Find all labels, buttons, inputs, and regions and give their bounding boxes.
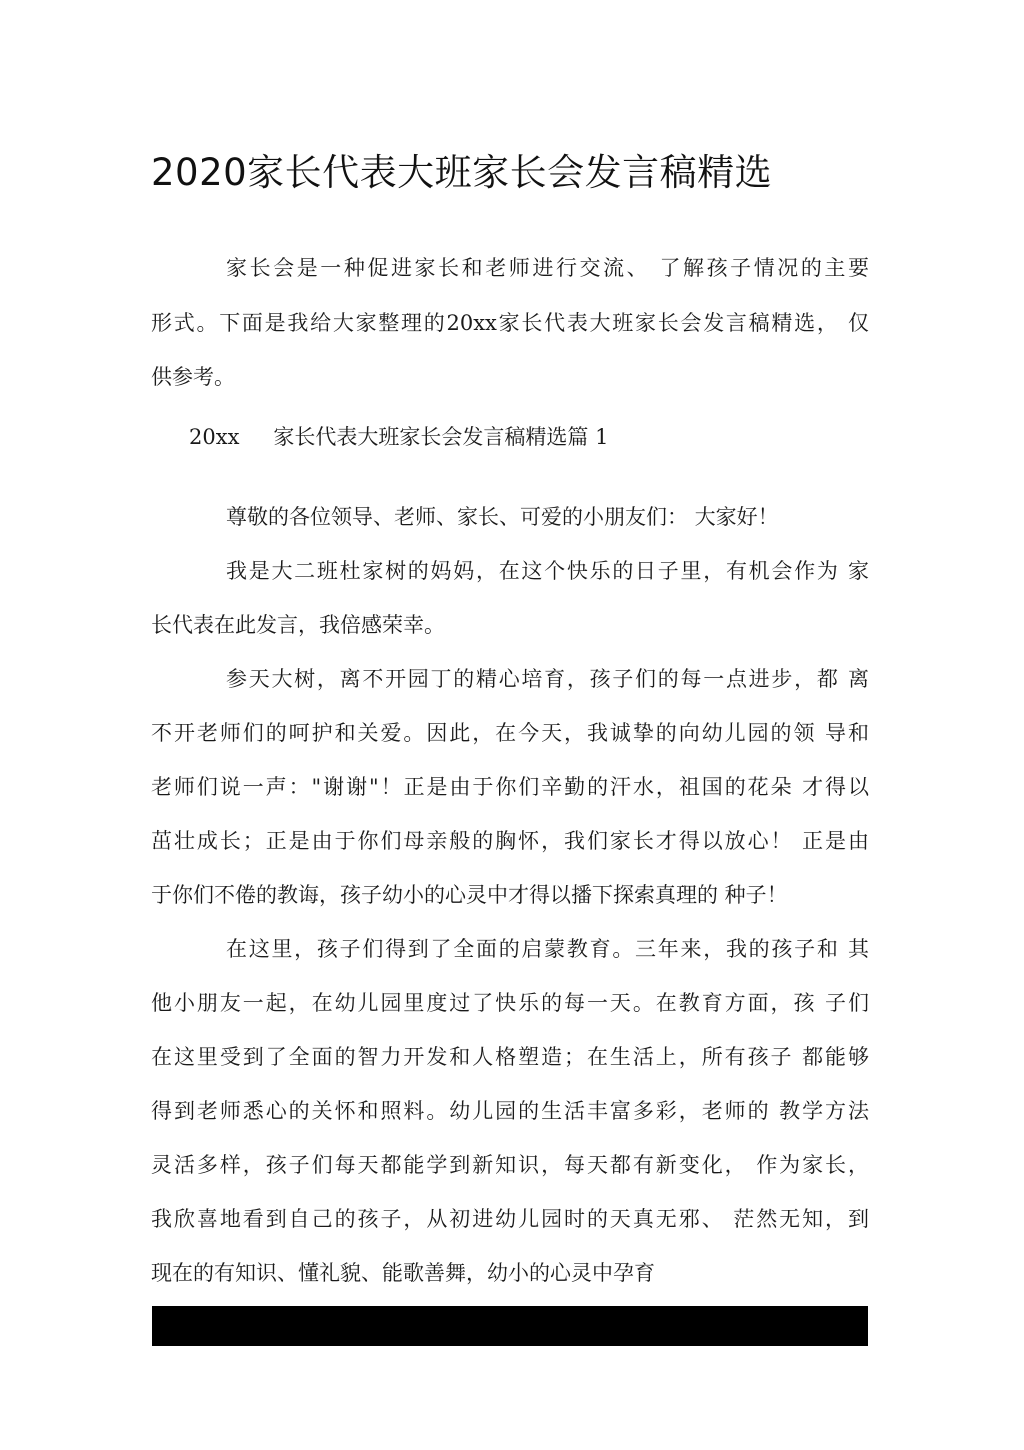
section-heading-year: 20xx [189,425,240,449]
body-line: 灵活多样，孩子们每天都能学到新知识，每天都有新变化， 作为家长， [151,1153,869,1177]
document-title: 2020家长代表大班家长会发言稿精选 [151,151,773,194]
body-line: 茁壮成长；正是由于你们母亲般的胸怀，我们家长才得以放心！ 正是由 [151,829,869,853]
body-line: 我是大二班杜家树的妈妈，在这个快乐的日子里，有机会作为 家 [226,559,869,583]
body-line: 尊敬的各位领导、老师、家长、可爱的小朋友们： 大家好！ [226,505,779,529]
body-line: 我欣喜地看到自己的孩子，从初进幼儿园时的天真无邪、 茫然无知，到 [151,1207,869,1231]
body-line: 参天大树，离不开园丁的精心培育，孩子们的每一点进步，都 离 [226,667,869,691]
body-line: 长代表在此发言，我倍感荣幸。 [151,613,445,637]
section-heading [189,422,608,452]
body-line: 他小朋友一起，在幼儿园里度过了快乐的每一天。在教育方面，孩 子们 [151,991,869,1015]
body-line: 在这里，孩子们得到了全面的启蒙教育。三年来，我的孩子和 其 [226,937,869,961]
body-line: 得到老师悉心的关怀和照料。幼儿园的生活丰富多彩，老师的 教学方法 [151,1099,869,1123]
intro-line-3: 供参考。 [151,365,235,389]
body-line: 不开老师们的呵护和关爱。因此，在今天，我诚挚的向幼儿园的领 导和 [151,721,869,745]
intro-line-1: 家长会是一种促进家长和老师进行交流、 了解孩子情况的主要 [226,256,869,280]
body-line: 现在的有知识、懂礼貌、能歌善舞，幼小的心灵中孕育 [151,1261,655,1285]
footer-black-bar [152,1306,868,1346]
intro-line-2: 形式。下面是我给大家整理的20xx家长代表大班家长会发言稿精选， 仅 [151,311,869,335]
body-line: 在这里受到了全面的智力开发和人格塑造；在生活上，所有孩子 都能够 [151,1045,869,1069]
body-line: 于你们不倦的教诲，孩子幼小的心灵中才得以播下探索真理的 种子！ [151,883,788,907]
body-line: 老师们说一声："谢谢"！正是由于你们辛勤的汗水，祖国的花朵 才得以 [151,775,869,799]
section-heading-text: 家长代表大班家长会发言稿精选篇 1 [273,425,609,449]
